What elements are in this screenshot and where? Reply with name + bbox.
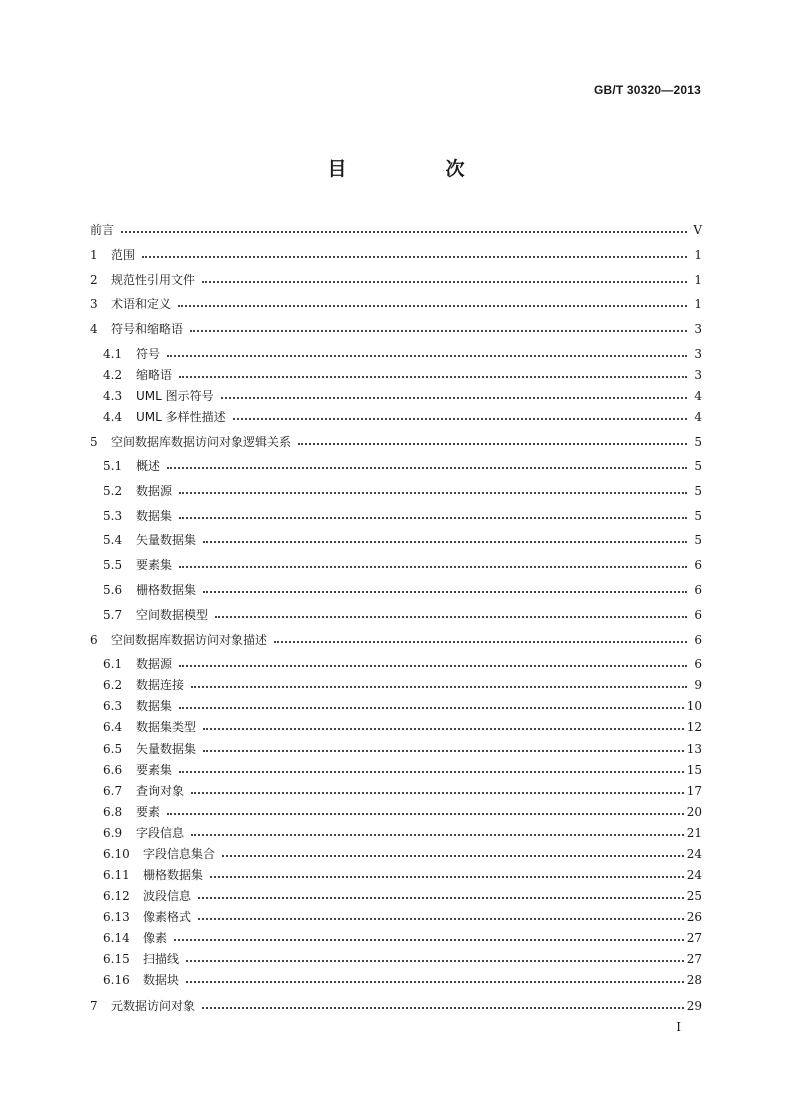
toc-entry-page: 28	[686, 973, 702, 987]
toc-entry-label: 查询对象	[136, 784, 185, 798]
toc-entry-label: UML 图示符号	[136, 389, 214, 403]
toc-entry-label: 数据集	[136, 699, 173, 713]
toc-entry-page: 3	[694, 368, 702, 382]
toc-entry-label: 空间数据库数据访问对象逻辑关系	[111, 435, 292, 449]
toc-entry-number: 6.7	[103, 784, 123, 798]
toc-entry-page: 15	[686, 763, 702, 777]
toc-entry-page: 27	[686, 931, 702, 945]
toc-entry-label: 数据源	[136, 657, 173, 671]
toc-entry[interactable]	[90, 844, 702, 864]
dot-leader	[179, 516, 687, 519]
dot-leader	[203, 727, 684, 730]
dot-leader	[179, 706, 684, 709]
toc-entry-page: 6	[694, 657, 702, 671]
toc-entry[interactable]	[90, 245, 702, 265]
toc-entry-number: 1	[90, 248, 98, 262]
toc-entry-page: 20	[686, 805, 702, 819]
toc-entry-label: 数据源	[136, 484, 173, 498]
toc-entry[interactable]	[90, 481, 702, 501]
toc-entry-number: 6.9	[103, 826, 123, 840]
page-title: 目 次	[327, 158, 505, 180]
dot-leader	[179, 565, 687, 568]
toc-entry[interactable]	[90, 654, 702, 674]
toc-entry-page: 6	[694, 633, 702, 647]
toc-entry-label: 要素集	[136, 558, 173, 572]
toc-entry[interactable]	[90, 996, 702, 1016]
toc-entry-label: 像素格式	[143, 910, 192, 924]
toc-entry-label: 空间数据库数据访问对象描述	[111, 633, 268, 647]
dot-leader	[202, 280, 687, 283]
toc-entry-number: 6.6	[103, 763, 123, 777]
toc-entry-number: 5.6	[103, 583, 123, 597]
toc-entry[interactable]	[90, 605, 702, 625]
dot-leader	[191, 833, 684, 836]
toc-entry[interactable]	[90, 781, 702, 801]
toc-entry-label: 像素	[143, 931, 168, 945]
toc-entry-page: 6	[694, 558, 702, 572]
toc-entry-page: 17	[686, 784, 702, 798]
toc-entry-number: 4.4	[103, 410, 123, 424]
toc-entry[interactable]	[90, 530, 702, 550]
dot-leader	[203, 749, 684, 752]
dot-leader	[179, 770, 684, 773]
toc-entry-label: 要素集	[136, 763, 173, 777]
toc-entry-page: 3	[694, 322, 702, 336]
dot-leader	[142, 255, 687, 258]
toc-entry-label: 栅格数据集	[143, 868, 204, 882]
toc-entry-label: 概述	[136, 459, 161, 473]
toc-entry-label: 数据块	[143, 973, 180, 987]
dot-leader	[191, 791, 684, 794]
toc-entry[interactable]	[90, 386, 702, 406]
toc-entry[interactable]	[90, 717, 702, 737]
toc-entry-number: 6.5	[103, 742, 123, 756]
toc-entry-number: 6.2	[103, 678, 123, 692]
toc-entry-label: 要素	[136, 805, 161, 819]
toc-entry-number: 6.8	[103, 805, 123, 819]
toc-entry-page: 13	[686, 742, 702, 756]
toc-entry-label: 规范性引用文件	[111, 273, 196, 287]
dot-leader	[167, 354, 687, 357]
toc-entry[interactable]	[90, 555, 702, 575]
dot-leader	[179, 664, 687, 667]
toc-entry-number: 6.14	[103, 931, 130, 945]
toc-entry-page: 4	[694, 389, 702, 403]
toc-entry[interactable]	[90, 675, 702, 695]
toc-entry[interactable]	[90, 907, 702, 927]
toc-entry-label: 元数据访问对象	[111, 999, 196, 1013]
toc-entry[interactable]	[90, 630, 702, 650]
toc-entry-label: 栅格数据集	[136, 583, 197, 597]
toc-entry-number: 5.7	[103, 608, 123, 622]
toc-entry-label: 空间数据模型	[136, 608, 209, 622]
toc-entry-number: 6.12	[103, 889, 130, 903]
toc-entry-page: 26	[686, 910, 702, 924]
toc-entry-label: 数据连接	[136, 678, 185, 692]
toc-entry-page: 1	[694, 248, 702, 262]
toc-entry-number: 5.4	[103, 533, 123, 547]
toc-entry[interactable]	[90, 970, 702, 990]
toc-entry[interactable]	[90, 319, 702, 339]
dot-leader	[203, 590, 687, 593]
dot-leader	[190, 329, 687, 332]
toc-entry-label: 数据集	[136, 509, 173, 523]
toc-entry-label: 字段信息	[136, 826, 185, 840]
toc-entry-number: 6.11	[103, 868, 130, 882]
dot-leader	[174, 938, 684, 941]
toc-entry-number: 6.13	[103, 910, 130, 924]
toc-entry[interactable]	[90, 432, 702, 452]
toc-entry-number: 5.2	[103, 484, 123, 498]
toc-entry-number: 6.3	[103, 699, 123, 713]
toc-entry-page: 5	[694, 484, 702, 498]
toc-entry[interactable]	[90, 506, 702, 526]
dot-leader	[179, 491, 687, 494]
toc-entry-number: 6.1	[103, 657, 123, 671]
toc-entry[interactable]	[90, 220, 702, 240]
toc-entry-page: 24	[686, 868, 702, 882]
toc-entry-label: 矢量数据集	[136, 742, 197, 756]
toc-entry-page: 25	[686, 889, 702, 903]
toc-entry-label: 前言	[90, 223, 115, 237]
toc-entry-page: 27	[686, 952, 702, 966]
toc-entry-number: 5.5	[103, 558, 123, 572]
dot-leader	[233, 417, 687, 420]
dot-leader	[203, 540, 687, 543]
toc-entry-number: 5	[90, 435, 98, 449]
toc-entry-page: 10	[686, 699, 702, 713]
standard-code: GB/T 30320—2013	[593, 83, 701, 97]
toc-entry-page: 12	[686, 720, 702, 734]
toc-entry[interactable]	[90, 580, 702, 600]
toc-entry[interactable]	[90, 739, 702, 759]
toc-entry-number: 5.1	[103, 459, 123, 473]
toc-entry-label: 范围	[111, 248, 136, 262]
toc-entry-page: 1	[694, 297, 702, 311]
toc-entry-page: 3	[694, 347, 702, 361]
toc-entry-number: 4	[90, 322, 98, 336]
dot-leader	[179, 375, 687, 378]
dot-leader	[198, 917, 684, 920]
toc-entry-label: 缩略语	[136, 368, 173, 382]
toc-entry-page: 29	[686, 999, 702, 1013]
toc-entry[interactable]	[90, 270, 702, 290]
toc-entry-label: 波段信息	[143, 889, 192, 903]
toc-entry-page: 24	[686, 847, 702, 861]
toc-entry[interactable]	[90, 456, 702, 476]
toc-entry-label: 符号和缩略语	[111, 322, 184, 336]
dot-leader	[202, 1006, 684, 1009]
dot-leader	[215, 615, 687, 618]
toc-entry[interactable]	[90, 823, 702, 843]
dot-leader	[221, 396, 687, 399]
toc-entry-label: 符号	[136, 347, 161, 361]
toc-entry-number: 4.1	[103, 347, 123, 361]
toc-entry-page: 9	[694, 678, 702, 692]
toc-entry-page: 21	[686, 826, 702, 840]
toc-entry-page: 6	[694, 583, 702, 597]
dot-leader	[186, 980, 684, 983]
toc-entry-page: 6	[694, 608, 702, 622]
toc-entry[interactable]	[90, 760, 702, 780]
toc-entry-page: 1	[694, 273, 702, 287]
dot-leader	[178, 304, 687, 307]
toc-entry-label: 数据集类型	[136, 720, 197, 734]
toc-entry[interactable]	[90, 802, 702, 822]
toc-entry-label: 字段信息集合	[143, 847, 216, 861]
dot-leader	[210, 875, 684, 878]
toc-entry-number: 6.15	[103, 952, 130, 966]
toc-entry-number: 7	[90, 999, 98, 1013]
toc-entry[interactable]	[90, 865, 702, 885]
toc-entry-label: 扫描线	[143, 952, 180, 966]
toc-entry[interactable]	[90, 294, 702, 314]
toc-entry[interactable]	[90, 365, 702, 385]
toc-entry-number: 6.4	[103, 720, 123, 734]
toc-entry-number: 6.16	[103, 973, 130, 987]
toc-entry[interactable]	[90, 344, 702, 364]
toc-entry-label: 矢量数据集	[136, 533, 197, 547]
dot-leader	[191, 685, 687, 688]
dot-leader	[186, 959, 684, 962]
dot-leader	[121, 230, 687, 233]
dot-leader	[274, 640, 687, 643]
dot-leader	[222, 854, 684, 857]
toc-entry-label: 术语和定义	[111, 297, 172, 311]
toc-entry-number: 6	[90, 633, 98, 647]
toc-entry-number: 4.2	[103, 368, 123, 382]
toc-entry[interactable]	[90, 949, 702, 969]
dot-leader	[167, 812, 684, 815]
toc-entry-page: 5	[694, 533, 702, 547]
toc-entry-page: V	[693, 223, 702, 237]
toc-entry-number: 4.3	[103, 389, 123, 403]
dot-leader	[167, 466, 687, 469]
page-number: I	[676, 1020, 681, 1034]
toc-entry[interactable]	[90, 928, 702, 948]
dot-leader	[298, 442, 687, 445]
toc-entry-page: 5	[694, 435, 702, 449]
dot-leader	[198, 896, 684, 899]
toc-entry-number: 5.3	[103, 509, 123, 523]
toc-entry[interactable]	[90, 407, 702, 427]
toc-entry-label: UML 多样性描述	[136, 410, 226, 424]
toc-entry-number: 2	[90, 273, 98, 287]
toc-entry-page: 5	[694, 509, 702, 523]
toc-entry[interactable]	[90, 886, 702, 906]
toc-entry-page: 4	[694, 410, 702, 424]
toc-entry-number: 3	[90, 297, 98, 311]
toc-entry-page: 5	[694, 459, 702, 473]
toc-entry[interactable]	[90, 696, 702, 716]
toc-entry-number: 6.10	[103, 847, 130, 861]
